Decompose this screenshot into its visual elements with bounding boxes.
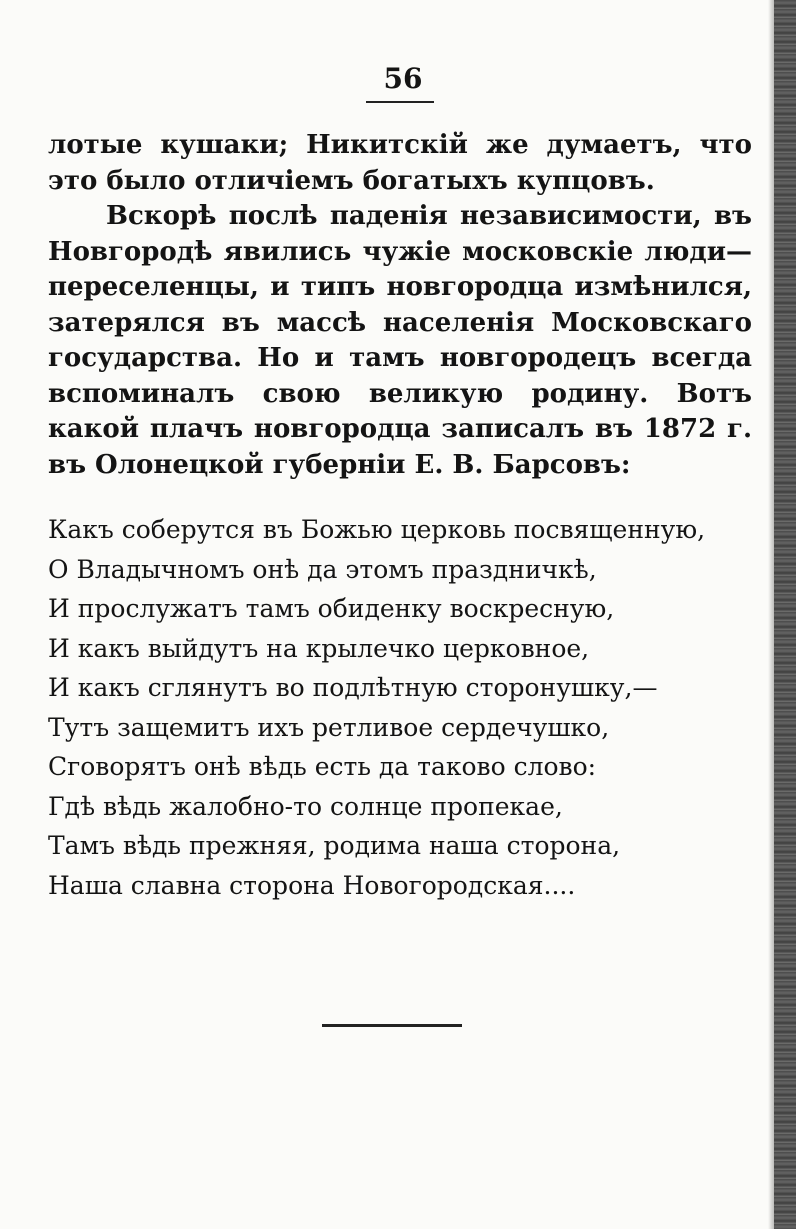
prose-text xyxy=(48,128,752,483)
verse-line: Наша славна сторона Новогородская.... xyxy=(48,870,576,900)
page-number-rule xyxy=(366,101,434,103)
verse-line: Тутъ защемитъ ихъ ретливое сердечушко, xyxy=(48,712,610,742)
paragraph-1: лотые кушаки; Никитскій же думаетъ, что это было отличіемъ богатыхъ купцовъ. xyxy=(48,130,752,196)
paragraph-2: Вскорѣ послѣ паденія независимости, въ Новгородѣ явились чужіе московскіе люди—переселенцы, и типъ новгородца измѣнился, затерялся въ массѣ населенія Московскаго государства. Но и тамъ новгородецъ всегда вспоминалъ свою великую родину. Вотъ какой плачъ новгородца записалъ въ 1872 г. въ Олонецкой губерніи Е. В. Барсовъ: xyxy=(48,201,752,480)
verse-line: И какъ сглянутъ во подлѣтную сторонушку,— xyxy=(48,673,658,702)
page-number: 56 xyxy=(383,62,423,95)
verse-line: И какъ выйдутъ на крылечко церковное, xyxy=(48,633,590,663)
verse-line: Тамъ вѣдь прежняя, родима наша сторона, xyxy=(48,831,621,860)
verse-line: И прослужатъ тамъ обиденку воскресную, xyxy=(48,594,615,623)
verse-line: Гдѣ вѣдь жалобно-то солнце пропекае, xyxy=(48,791,563,821)
book-spine xyxy=(774,0,796,1229)
verse-block xyxy=(48,510,752,905)
verse-line: Сговорятъ онѣ вѣдь есть да таково слово: xyxy=(48,752,597,781)
section-end-rule xyxy=(322,1024,462,1027)
verse-line: Какъ соберутся въ Божью церковь посвященную, xyxy=(48,515,706,544)
verse-line: О Владычномъ онѣ да этомъ праздничкѣ, xyxy=(48,554,597,584)
